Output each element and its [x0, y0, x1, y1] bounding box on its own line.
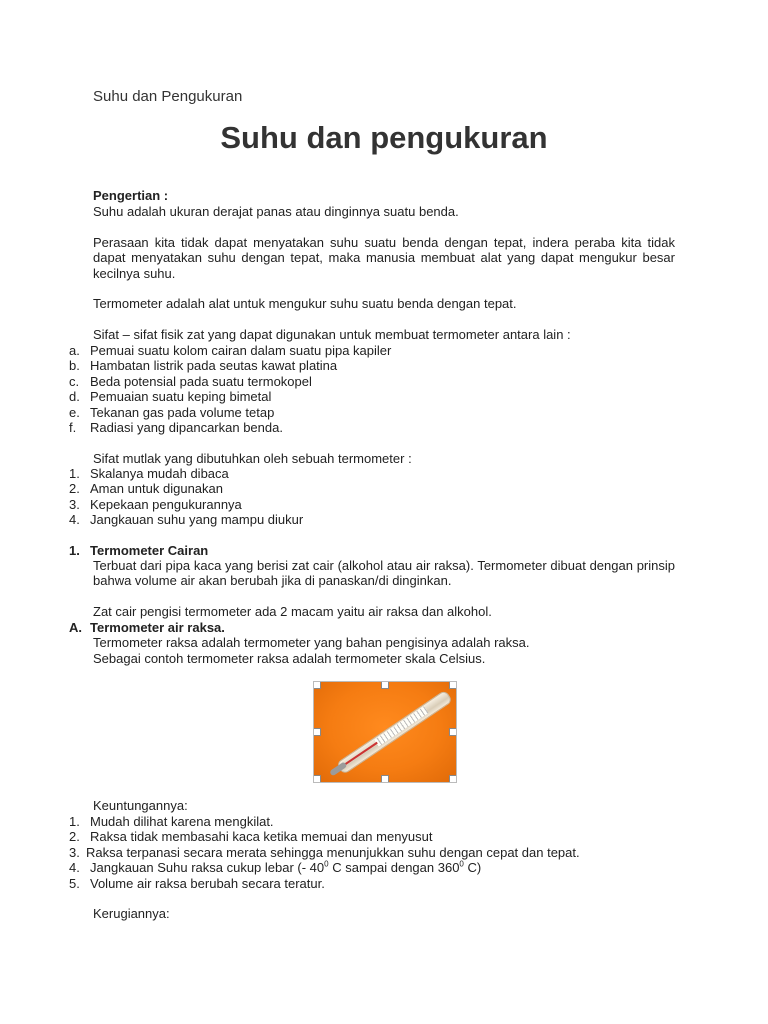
termometer-definition: Termometer adalah alat untuk mengukur suhu suatu benda dengan tepat. [93, 296, 517, 311]
list-item: 3. Raksa terpanasi secara merata sehingga menunjukkan suhu dengan cepat dan tepat. [69, 844, 580, 860]
list-item: 2. Raksa tidak membasahi kaca ketika memuai dan menyusut [69, 829, 433, 845]
list-item: 3. Kepekaan pengukurannya [69, 496, 242, 512]
list-item: c. Beda potensial pada suatu termokopel [69, 373, 312, 389]
mercury-thermometer-photo [313, 681, 457, 783]
list-item: b. Hambatan listrik pada seutas kawat platina [69, 358, 338, 374]
air-raksa-line-2: Sebagai contoh termometer raksa adalah termometer skala Celsius. [93, 651, 486, 666]
keuntungan-heading: Keuntungannya: [93, 798, 188, 813]
zat-cair-paragraph: Zat cair pengisi termometer ada 2 macam yaitu air raksa dan alkohol. [93, 604, 492, 619]
pengertian-heading: Pengertian : [93, 188, 169, 203]
sifat-intro: Sifat – sifat fisik zat yang dapat digunakan untuk membuat termometer antara lain : [93, 327, 571, 342]
list-item: d. Pemuaian suatu keping bimetal [69, 389, 272, 405]
section-termometer-cairan-heading: 1. Termometer Cairan [69, 543, 209, 558]
mutlak-list [69, 466, 679, 528]
sifat-list [69, 343, 679, 435]
list-item: 1. Mudah dilihat karena mengkilat. [69, 814, 274, 829]
mutlak-intro: Sifat mutlak yang dibutuhkan oleh sebuah termometer : [93, 451, 412, 466]
termometer-cairan-paragraph: Terbuat dari pipa kaca yang berisi zat cair (alkohol atau air raksa). Termometer dibuat dengan prinsip bahwa volume air akan berubah jika di panaskan/di dinginkan. [93, 558, 675, 589]
document-title: Suhu dan pengukuran [220, 120, 548, 155]
list-item: 4. Jangkauan suhu yang mampu diukur [69, 512, 304, 528]
document-header: Suhu dan Pengukuran [93, 88, 243, 105]
pengertian-definition: Suhu adalah ukuran derajat panas atau dinginnya suatu benda. [93, 204, 459, 219]
list-item: 2. Aman untuk digunakan [69, 481, 223, 497]
thermometer-icon [327, 685, 457, 779]
section-air-raksa-heading: A. Termometer air raksa. [69, 620, 225, 635]
list-item: 4. Jangkauan Suhu raksa cukup lebar (- $40^0$ C sampai dengan $360^0$ C) [69, 859, 482, 876]
list-item: e. Tekanan gas pada volume tetap [69, 404, 275, 420]
list-item: f. Radiasi yang dipancarkan benda. [69, 420, 283, 436]
list-item: 1. Skalanya mudah dibaca [69, 466, 229, 481]
perasaan-paragraph: Perasaan kita tidak dapat menyatakan suhu suatu benda dengan tepat, indera peraba kita tidak dapat menyatakan suhu dengan tepat, maka manusia membuat alat yang dapat mengukur besar kecilnya suhu. [93, 235, 675, 281]
list-item: a. Pemuai suatu kolom cairan dalam suatu pipa kapiler [69, 343, 392, 358]
air-raksa-line-1: Termometer raksa adalah termometer yang bahan pengisinya adalah raksa. [93, 635, 530, 650]
keuntungan-list [69, 814, 679, 891]
kerugian-heading: Kerugiannya: [93, 906, 170, 921]
list-item: 5. Volume air raksa berubah secara teratur. [69, 875, 325, 891]
